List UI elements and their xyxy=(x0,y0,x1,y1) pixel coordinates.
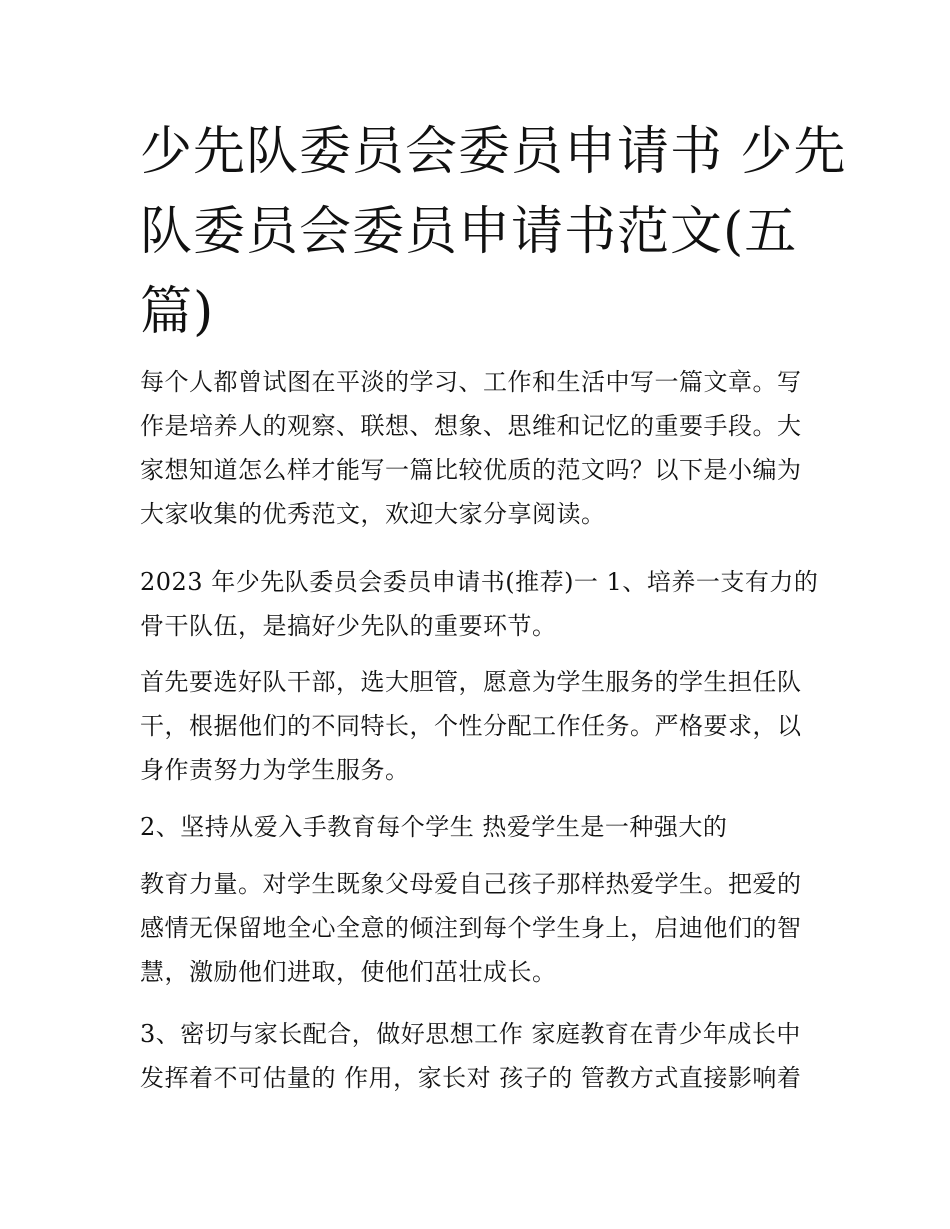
paragraph-line: 干，根据他们的不同特长，个性分配工作任务。严格要求，以 xyxy=(140,712,802,740)
title-line: 少先队委员会委员申请书 少先 xyxy=(140,122,847,182)
section-3-paragraph xyxy=(140,1012,820,1100)
paragraph-line: 3、密切与家长配合，做好思想工作 家庭教育在青少年成长中 xyxy=(140,1020,801,1048)
paragraph-line: 2023 年少先队委员会委员申请书(推荐)一 1、培养一支有力的 xyxy=(140,568,819,596)
paragraph-line: 发挥着不可估量的 作用，家长对 孩子的 管教方式直接影响着 xyxy=(140,1064,802,1092)
section-2-heading xyxy=(140,805,820,849)
document-title xyxy=(140,112,847,352)
paragraph-line: 首先要选好队干部，选大胆管，愿意为学生服务的学生担任队 xyxy=(140,668,802,696)
paragraph-line: 每个人都曾试图在平淡的学习、工作和生活中写一篇文章。写 xyxy=(140,368,802,396)
paragraph-line: 教育力量。对学生既象父母爱自己孩子那样热爱学生。把爱的 xyxy=(140,870,802,898)
paragraph-line: 骨干队伍，是搞好少先队的重要环节。 xyxy=(140,612,557,640)
paragraph-line: 慧，激励他们进取，使他们茁壮成长。 xyxy=(140,958,557,986)
intro-paragraph xyxy=(140,360,820,536)
section-1-paragraph xyxy=(140,560,820,648)
paragraph-line: 大家收集的优秀范文，欢迎大家分享阅读。 xyxy=(140,500,606,528)
title-line: 篇) xyxy=(140,282,215,342)
cadre-paragraph xyxy=(140,660,820,792)
love-paragraph xyxy=(140,862,820,994)
title-line: 队委员会委员申请书范文(五 xyxy=(140,202,798,262)
paragraph-line: 2、坚持从爱入手教育每个学生 热爱学生是一种强大的 xyxy=(140,813,728,841)
paragraph-line: 身作责努力为学生服务。 xyxy=(140,756,410,784)
paragraph-line: 感情无保留地全心全意的倾注到每个学生身上，启迪他们的智 xyxy=(140,914,802,942)
paragraph-line: 作是培养人的观察、联想、想象、思维和记忆的重要手段。大 xyxy=(140,412,802,440)
paragraph-line: 家想知道怎么样才能写一篇比较优质的范文吗？以下是小编为 xyxy=(140,456,802,484)
